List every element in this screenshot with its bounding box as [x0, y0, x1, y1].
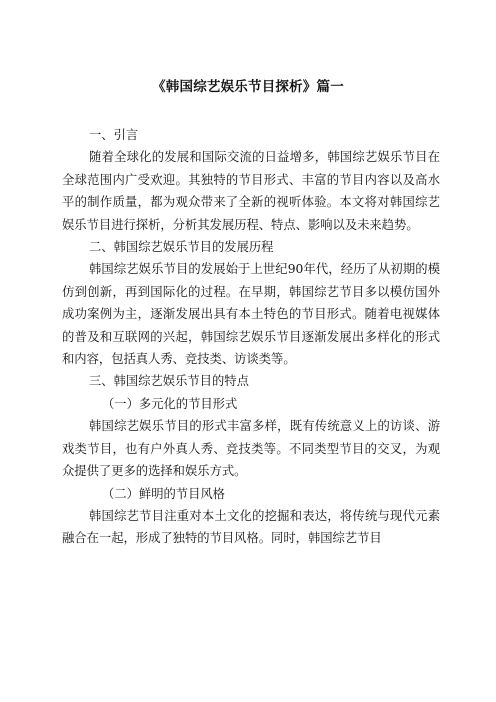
document-title: 《韩国综艺娱乐节目探析》篇一	[152, 79, 344, 95]
paragraph-diverse-formats: 韩国综艺娱乐节目的形式丰富多样，既有传统意义上的访谈、游戏类节目，也有户外真人秀、竞技类等。不同类型节目的交叉，为观众提供了更多的选择和娱乐方式。	[62, 419, 440, 479]
section-heading-history: 二、韩国综艺娱乐节目的发展历程	[89, 240, 274, 255]
paragraph-distinct-style: 韩国综艺节目注重对本土文化的挖掘和表达，将传统与现代元素融合在一起，形成了独特的节目风格。同时，韩国综艺节目	[62, 508, 440, 546]
section-heading-features: 三、韩国综艺娱乐节目的特点	[89, 374, 249, 389]
paragraph-introduction: 随着全球化的发展和国际交流的日益增多，韩国综艺娱乐节目在全球范围内广受欢迎。其独特的节目形式、丰富的节目内容以及高水平的制作质量，都为观众带来了全新的视听体验。本文将对韩国综艺娱乐节目进行探析，分析其发展历程、特点、影响以及未来趋势。	[62, 150, 440, 232]
subheading-diverse-formats: （一）多元化的节目形式	[102, 396, 238, 411]
subheading-distinct-style: （二）鲜明的节目风格	[102, 486, 225, 501]
section-heading-introduction: 一、引言	[89, 128, 139, 142]
document-body	[62, 124, 440, 550]
paragraph-history: 韩国综艺娱乐节目的发展始于上世纪90年代，经历了从初期的模仿到创新，再到国际化的过程。在早期，韩国综艺节目多以模仿国外成功案例为主，逐渐发展出具有本土特色的节目形式。随着电视媒体的普及和互联网的兴起，韩国综艺娱乐节目逐渐发展出多样化的形式和内容，包括真人秀、竞技类、访谈类等。	[62, 262, 440, 367]
